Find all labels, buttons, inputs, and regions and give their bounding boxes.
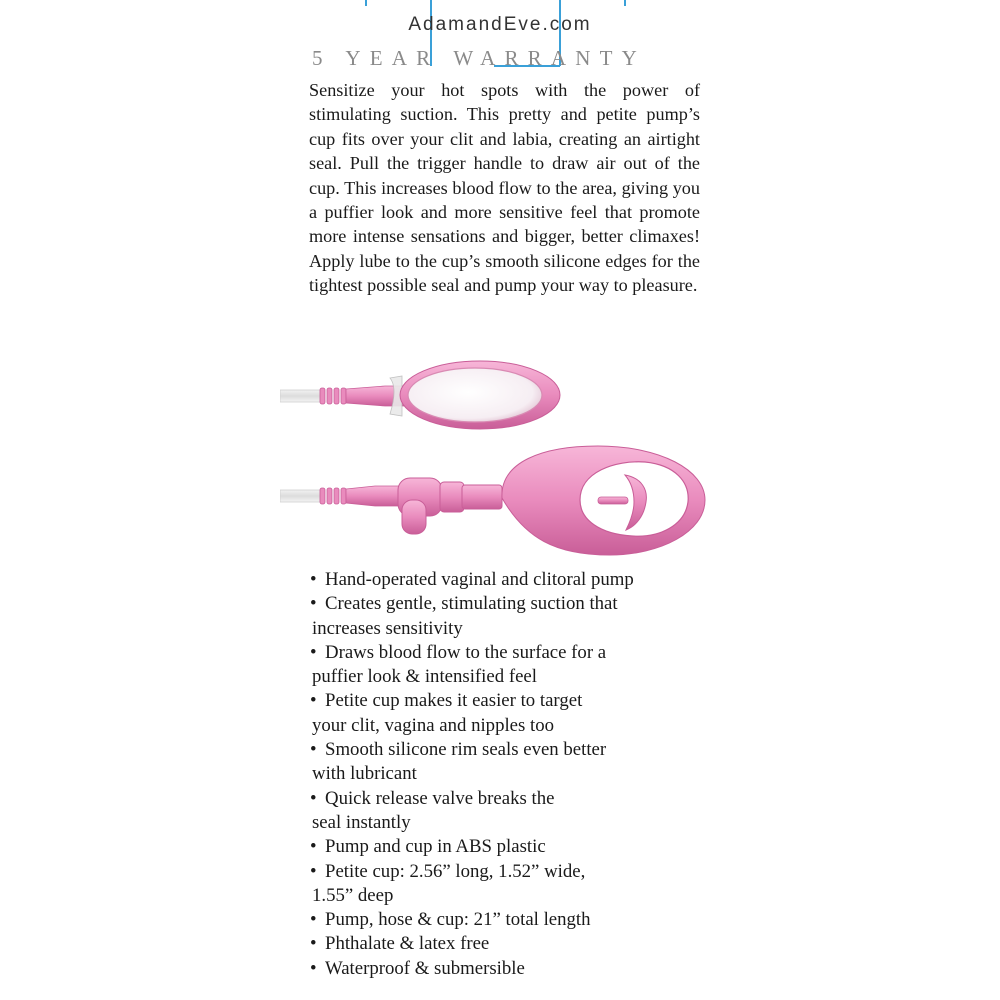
bullet-glyph: • <box>310 739 317 761</box>
bullet-glyph: • <box>310 593 317 615</box>
feature-text: Waterproof & submersible <box>325 957 525 979</box>
feature-text-continued: seal instantly <box>312 811 411 833</box>
bullet-glyph: • <box>310 909 317 931</box>
feature-item <box>310 932 730 956</box>
feature-text-continued: your clit, vagina and nipples too <box>312 714 555 736</box>
product-image <box>280 350 720 560</box>
feature-item <box>310 738 730 787</box>
product-description: Sensitize your hot spots with the power of stimulating suction. This pretty and petite pump’s cup fits over your clit and labia, creating an airtight seal. Pull the trigger handle to draw air out of the cup. This increases blood flow to the area, giving you a puffier look and more sensitive feel that promote more intense sensations and bigger, better climaxes! Apply lube to the cup’s smooth silicone edges for the tightest possible seal and pump your way to pleasure. <box>309 80 700 296</box>
feature-text: Pump and cup in ABS plastic <box>325 836 546 858</box>
feature-text: Creates gentle, stimulating suction that <box>325 593 618 615</box>
bullet-glyph: • <box>310 860 317 882</box>
feature-item <box>310 641 730 690</box>
feature-text: Smooth silicone rim seals even better <box>325 739 607 761</box>
feature-list <box>310 568 730 981</box>
bullet-glyph: • <box>310 569 317 590</box>
feature-text-continued: with lubricant <box>312 763 417 785</box>
feature-text: Petite cup makes it easier to target <box>325 690 583 712</box>
bullet-glyph: • <box>310 690 317 712</box>
feature-text-continued: increases sensitivity <box>312 617 463 639</box>
feature-text: Phthalate & latex free <box>325 933 490 955</box>
brand-frame-tick-left <box>365 0 367 6</box>
feature-item <box>310 592 730 641</box>
brand-frame-tick-right <box>624 0 626 6</box>
feature-item <box>310 908 730 932</box>
warranty-heading: 5 YEAR WARRANTY <box>312 46 647 70</box>
suction-cup-illustration <box>280 361 560 429</box>
bullet-glyph: • <box>310 641 317 663</box>
feature-text-continued: 1.55” deep <box>312 884 394 906</box>
feature-item <box>310 835 730 859</box>
feature-text: Draws blood flow to the surface for a <box>325 641 607 663</box>
bullet-glyph: • <box>310 787 317 809</box>
feature-text-continued: puffier look & intensified feel <box>312 666 537 688</box>
bullet-glyph: • <box>310 933 317 955</box>
feature-item <box>310 860 730 909</box>
feature-item <box>310 787 730 836</box>
website-text: AdamandEve.com <box>408 14 592 35</box>
feature-text: Pump, hose & cup: 21” total length <box>325 909 591 931</box>
feature-item <box>310 568 730 592</box>
feature-item <box>310 957 730 981</box>
feature-text: Hand-operated vaginal and clitoral pump <box>325 569 634 590</box>
feature-text: Petite cup: 2.56” long, 1.52” wide, <box>325 860 586 882</box>
bullet-glyph: • <box>310 836 317 858</box>
feature-text: Quick release valve breaks the <box>325 787 555 809</box>
pump-handle-illustration <box>280 446 705 555</box>
feature-item <box>310 689 730 738</box>
bullet-glyph: • <box>310 957 317 979</box>
